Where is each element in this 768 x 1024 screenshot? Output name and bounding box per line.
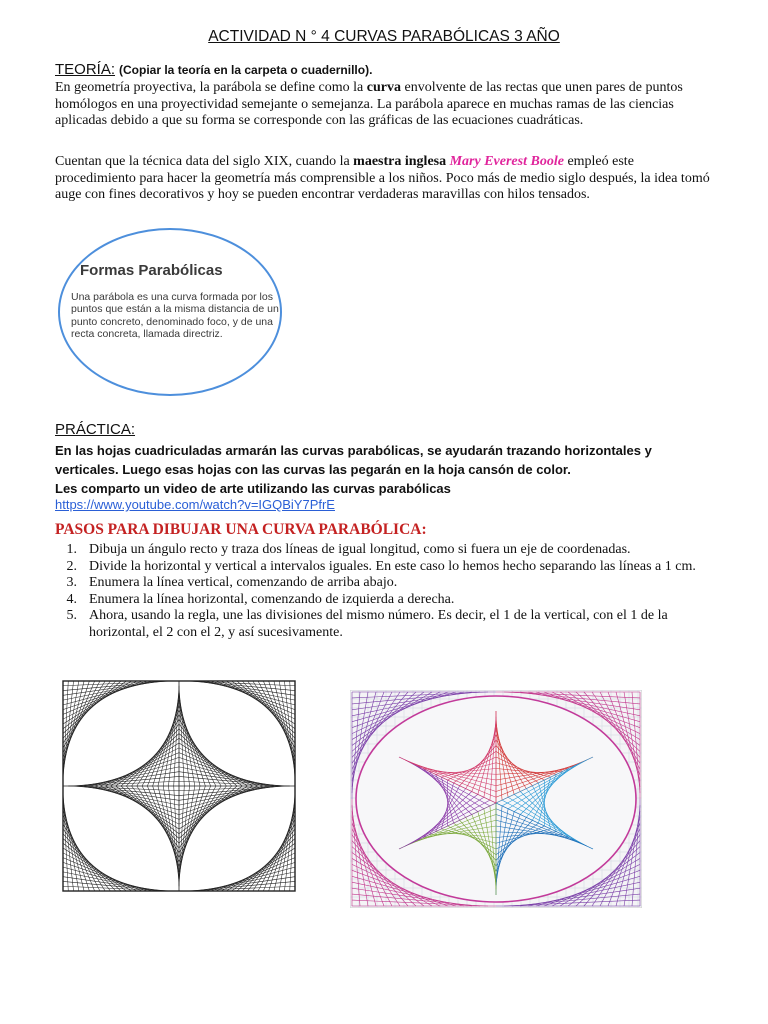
parabolic-curves-figure-bw bbox=[62, 680, 296, 892]
step-item: 3. Enumera la línea vertical, comenzando de arriba abajo. bbox=[66, 575, 398, 590]
circle-text: Una parábola es una curva formada por los puntos que están a la misma distancia de un punto concreto, denominado foco, y de una recta concreta, llamada directriz. bbox=[71, 291, 279, 340]
step-item: 4. Enumera la línea horizontal, comenzando de izquierda a derecha. bbox=[66, 591, 455, 607]
teoria-heading: TEORÍA: bbox=[55, 61, 116, 78]
step-item: 1. Dibuja un ángulo recto y traza dos líneas de igual longitud, como si fuera un eje de coordenadas. bbox=[66, 542, 631, 557]
practica-heading: PRÁCTICA: bbox=[55, 421, 136, 438]
practica-paragraph-1: En las hojas cuadriculadas armarán las curvas parabólicas, se ayudarán trazando horizontales y verticales. Luego esas hojas con las curvas las pegarán en la hoja cansón de color. bbox=[55, 443, 652, 477]
steps-list bbox=[55, 542, 719, 641]
teoria-paragraph-1: En geometría proyectiva, la parábola se define como la curva envolvente de las rectas que unen pares de puntos homólogos en una proyectividad semejante o semejanza. La parábola aparece en muchas ramas de las ciencias aplicadas debido a que su forma se corresponde con las gráficas de las ecuaciones cuadráticas. bbox=[55, 80, 683, 128]
step-item: 5. Ahora, usando la regla, une las divisiones del mismo número. Es decir, el 1 de la vertical, con el 1 de la horizontal, el 2 con el 2, y así sucesivamente. bbox=[66, 608, 668, 640]
circle-title: Formas Parabólicas bbox=[80, 262, 223, 279]
parabolic-star-figure-color bbox=[350, 690, 642, 908]
page-title: ACTIVIDAD N ° 4 CURVAS PARABÓLICAS 3 AÑO bbox=[208, 28, 560, 45]
youtube-link[interactable]: https://www.youtube.com/watch?v=IGQBiY7PfrE bbox=[55, 497, 335, 512]
mary-everest-boole: Mary Everest Boole bbox=[449, 154, 564, 169]
teoria-note: (Copiar la teoría en la carpeta o cuadernillo). bbox=[119, 63, 373, 77]
practica-paragraph-2: Les comparto un video de arte utilizando las curvas parabólicas bbox=[55, 481, 451, 496]
pasos-heading: PASOS PARA DIBUJAR UNA CURVA PARABÓLICA: bbox=[55, 521, 427, 538]
teoria-paragraph-2: Cuentan que la técnica data del siglo XIX, cuando la maestra inglesa Mary Everest Boole empleó este procedimiento para hacer la geometría más comprensible a los niños. Poco más de medio siglo después, la idea tomó auge con fines decorativos y hoy se pueden encontrar verdaderas maravillas con hilos tensados. bbox=[55, 154, 710, 202]
step-item: 2. Divide la horizontal y vertical a intervalos iguales. En este caso lo hemos hecho separando las líneas a 1 cm. bbox=[66, 558, 696, 574]
teoria-heading-row bbox=[55, 61, 372, 79]
